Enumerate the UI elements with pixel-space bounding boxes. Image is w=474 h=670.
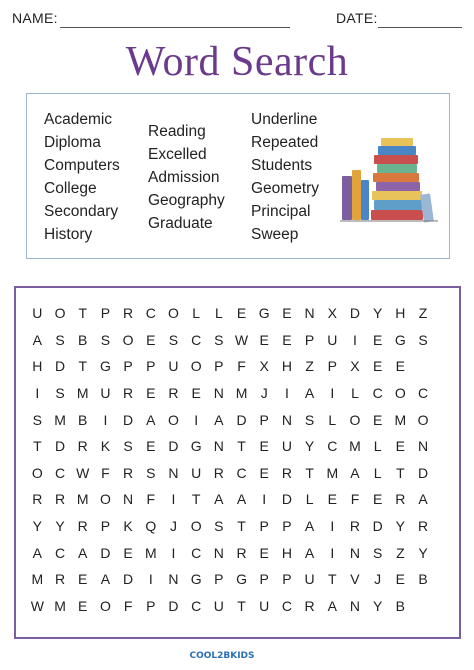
grid-letter[interactable]: Y	[418, 544, 428, 561]
grid-letter[interactable]: O	[349, 411, 361, 428]
word-item: Sweep	[251, 226, 299, 243]
grid-letter[interactable]: R	[281, 464, 292, 481]
grid-letter[interactable]: P	[327, 358, 337, 375]
grid-letter[interactable]: U	[304, 571, 315, 588]
grid-row	[26, 486, 434, 513]
grid-letter[interactable]: A	[32, 544, 43, 561]
word-item: Excelled	[148, 146, 207, 163]
grid-letter[interactable]: E	[395, 438, 406, 455]
grid-letter[interactable]: I	[35, 385, 40, 402]
grid-letter[interactable]: N	[213, 385, 224, 402]
grid-letter[interactable]: R	[54, 571, 66, 588]
grid-row	[26, 327, 434, 354]
grid-letter[interactable]: E	[259, 544, 269, 561]
grid-letter[interactable]: Z	[418, 305, 428, 322]
grid-letter[interactable]: N	[213, 438, 224, 455]
grid-letter[interactable]: E	[372, 331, 383, 348]
grid-letter[interactable]: A	[327, 597, 337, 614]
grid-letter[interactable]: E	[372, 411, 383, 428]
grid-letter[interactable]: W	[30, 597, 44, 614]
grid-letter[interactable]: R	[236, 544, 247, 561]
grid-row	[26, 539, 434, 566]
grid-letter[interactable]: N	[349, 597, 361, 614]
grid-letter[interactable]: M	[31, 571, 44, 588]
grid-letter[interactable]: G	[258, 305, 270, 322]
grid-letter[interactable]: L	[373, 438, 382, 455]
grid-letter[interactable]: F	[350, 491, 360, 508]
word-item: Students	[251, 157, 313, 174]
grid-letter[interactable]: S	[304, 411, 315, 428]
grid-letter[interactable]: U	[327, 331, 338, 348]
stack-of-books-icon	[338, 136, 442, 226]
grid-row	[26, 300, 434, 327]
grid-letter[interactable]: T	[396, 464, 405, 481]
grid-letter[interactable]: P	[282, 571, 292, 588]
grid-row	[26, 406, 434, 433]
grid-letter[interactable]: R	[349, 518, 361, 535]
grid-letter[interactable]: C	[327, 438, 338, 455]
grid-row	[26, 566, 434, 593]
word-item: History	[44, 226, 93, 243]
word-item: Principal	[251, 203, 311, 220]
word-item: Computers	[44, 157, 120, 174]
grid-letter[interactable]: G	[190, 571, 202, 588]
grid-letter[interactable]: T	[191, 491, 201, 508]
grid-letter[interactable]: G	[236, 571, 247, 588]
grid-letter[interactable]: A	[32, 331, 43, 348]
grid-letter[interactable]: E	[259, 331, 269, 348]
grid-letter[interactable]: O	[417, 411, 429, 428]
grid-letter[interactable]: C	[54, 544, 66, 561]
grid-letter[interactable]: P	[123, 358, 133, 375]
grid-letter[interactable]: E	[395, 571, 406, 588]
grid-letter[interactable]: R	[417, 518, 429, 535]
grid-letter[interactable]: O	[99, 491, 111, 508]
grid-row	[26, 513, 434, 540]
grid-letter[interactable]: E	[259, 464, 269, 481]
grid-letter[interactable]: L	[373, 464, 382, 481]
word-item: Secondary	[44, 203, 119, 220]
grid-letter[interactable]: M	[394, 411, 407, 428]
grid-letter[interactable]: B	[395, 597, 406, 614]
grid-letter[interactable]: A	[304, 544, 315, 561]
grid-letter[interactable]: E	[327, 491, 337, 508]
grid-letter[interactable]: T	[305, 464, 314, 481]
grid-letter[interactable]: E	[282, 331, 292, 348]
grid-letter[interactable]: O	[54, 305, 66, 322]
grid-letter[interactable]: E	[78, 597, 88, 614]
grid-letter[interactable]: O	[99, 597, 111, 614]
grid-letter[interactable]: Y	[395, 518, 406, 535]
grid-letter[interactable]: H	[32, 358, 43, 375]
grid-letter[interactable]: L	[305, 491, 314, 508]
grid-letter[interactable]: R	[77, 518, 88, 535]
grid-letter[interactable]: S	[372, 544, 383, 561]
grid-letter[interactable]: P	[282, 518, 292, 535]
page-title: Word Search	[125, 39, 349, 85]
grid-letter[interactable]: D	[168, 438, 179, 455]
grid-row	[26, 593, 434, 620]
grid-letter[interactable]: P	[100, 518, 111, 535]
grid-letter[interactable]: X	[350, 358, 360, 375]
grid-letter[interactable]: C	[417, 385, 429, 402]
grid-letter[interactable]: D	[236, 411, 247, 428]
grid-letter[interactable]: P	[100, 305, 111, 322]
grid-letter[interactable]: T	[328, 571, 337, 588]
grid-letter[interactable]: S	[418, 331, 428, 348]
grid-letter[interactable]: A	[236, 491, 247, 508]
grid-letter[interactable]: M	[54, 411, 66, 428]
grid-letter[interactable]: P	[214, 358, 224, 375]
grid-letter[interactable]: D	[123, 411, 134, 428]
grid-letter[interactable]: L	[328, 411, 337, 428]
grid-letter[interactable]: A	[304, 518, 315, 535]
grid-letter[interactable]: N	[281, 411, 292, 428]
grid-letter[interactable]: H	[281, 358, 292, 375]
grid-letter[interactable]: M	[144, 544, 157, 561]
grid-letter[interactable]: R	[77, 438, 88, 455]
grid-letter[interactable]: I	[353, 331, 357, 348]
grid-letter[interactable]: H	[395, 305, 406, 322]
grid-letter[interactable]: Y	[55, 518, 65, 535]
grid-letter[interactable]: A	[214, 411, 224, 428]
grid-letter[interactable]: I	[330, 518, 335, 535]
grid-letter[interactable]: O	[31, 464, 43, 481]
grid-letter[interactable]: O	[190, 518, 202, 535]
grid-row	[26, 433, 434, 460]
grid-letter[interactable]: S	[32, 411, 43, 428]
grid-row	[26, 460, 434, 487]
grid-letter[interactable]: H	[281, 544, 292, 561]
header-row	[0, 10, 474, 34]
grid-letter[interactable]: M	[54, 597, 66, 614]
grid-letter[interactable]: A	[304, 385, 315, 402]
grid-letter[interactable]: M	[76, 385, 89, 402]
grid-letter[interactable]: L	[192, 305, 201, 322]
grid-letter[interactable]: I	[194, 411, 199, 428]
word-list-column-3	[251, 108, 319, 246]
grid-letter[interactable]: C	[191, 597, 202, 614]
grid-row	[26, 380, 434, 407]
grid-letter[interactable]: O	[168, 411, 179, 428]
grid-letter[interactable]: Y	[32, 518, 43, 535]
grid-letter[interactable]: U	[259, 597, 270, 614]
grid-letter[interactable]: J	[260, 385, 268, 402]
grid-letter[interactable]: A	[146, 411, 156, 428]
grid-letter[interactable]: O	[168, 305, 179, 322]
grid-letter[interactable]: S	[100, 331, 111, 348]
grid-letter[interactable]: R	[123, 305, 134, 322]
grid-letter[interactable]: T	[78, 358, 87, 375]
grid-letter[interactable]: E	[146, 331, 156, 348]
grid-letter[interactable]: D	[54, 438, 66, 455]
date-line	[378, 27, 462, 28]
grid-letter[interactable]: K	[123, 518, 133, 535]
grid-letter[interactable]: I	[262, 491, 267, 508]
grid-letter[interactable]: C	[145, 305, 156, 322]
grid-letter[interactable]: U	[191, 464, 202, 481]
grid-letter[interactable]: P	[304, 331, 315, 348]
grid-letter[interactable]: N	[417, 438, 429, 455]
grid-letter[interactable]: M	[235, 385, 248, 402]
grid-letter[interactable]: B	[78, 411, 88, 428]
grid-letter[interactable]: R	[213, 464, 224, 481]
grid-letter[interactable]: T	[78, 305, 87, 322]
date-label: DATE:	[336, 10, 378, 26]
grid-letter[interactable]: Z	[396, 544, 405, 561]
grid-letter[interactable]: E	[146, 385, 156, 402]
word-item: Academic	[44, 111, 113, 128]
grid-letter[interactable]: C	[236, 464, 247, 481]
grid-letter[interactable]: O	[122, 331, 134, 348]
grid-letter[interactable]: T	[33, 438, 42, 455]
grid-letter[interactable]: I	[171, 544, 176, 561]
grid-letter[interactable]: K	[100, 438, 111, 455]
grid-letter[interactable]: B	[418, 571, 428, 588]
grid-letter[interactable]: E	[78, 571, 88, 588]
grid-letter[interactable]: P	[146, 358, 156, 375]
grid-letter[interactable]: C	[372, 385, 383, 402]
grid-letter[interactable]: E	[123, 544, 133, 561]
grid-letter[interactable]: S	[146, 464, 156, 481]
grid-letter[interactable]: Y	[304, 438, 315, 455]
grid-letter[interactable]: G	[394, 331, 406, 348]
grid-letter[interactable]: S	[55, 385, 65, 402]
grid-letter[interactable]: Y	[372, 597, 383, 614]
grid-letter[interactable]: S	[123, 438, 133, 455]
grid-letter[interactable]: W	[234, 331, 249, 348]
grid-letter[interactable]: A	[350, 464, 360, 481]
grid-letter[interactable]: R	[123, 464, 134, 481]
grid-letter[interactable]: F	[146, 491, 156, 508]
grid-letter[interactable]: X	[259, 358, 269, 375]
grid-letter[interactable]: P	[146, 597, 156, 614]
grid-letter[interactable]: C	[281, 597, 292, 614]
word-item: College	[44, 180, 97, 197]
grid-letter[interactable]: R	[54, 491, 66, 508]
grid-letter[interactable]: E	[146, 438, 156, 455]
name-label: NAME:	[12, 10, 58, 26]
word-item: Graduate	[148, 215, 213, 232]
grid-letter[interactable]: I	[284, 385, 289, 402]
grid-letter[interactable]: S	[168, 331, 179, 348]
word-item: Admission	[148, 169, 220, 186]
grid-letter[interactable]: Y	[372, 305, 383, 322]
grid-letter[interactable]: N	[168, 464, 179, 481]
grid-letter[interactable]: U	[213, 597, 224, 614]
grid-letter[interactable]: A	[100, 571, 111, 588]
grid-letter[interactable]: T	[237, 597, 246, 614]
grid-letter[interactable]: I	[103, 411, 108, 428]
grid-letter[interactable]: M	[349, 438, 361, 455]
grid-letter[interactable]: P	[259, 518, 269, 535]
grid-letter[interactable]: D	[417, 464, 429, 481]
grid-row	[26, 353, 434, 380]
grid-letter[interactable]: G	[190, 438, 202, 455]
brand-logo: COOL2BKIDS	[189, 651, 255, 661]
grid-letter[interactable]: A	[418, 491, 428, 508]
grid-letter[interactable]: D	[281, 491, 292, 508]
grid-letter[interactable]: F	[101, 464, 110, 481]
word-item: Geography	[148, 192, 225, 209]
grid-letter[interactable]: M	[76, 491, 89, 508]
grid-letter[interactable]: N	[349, 544, 361, 561]
grid-letter[interactable]: D	[349, 305, 361, 322]
word-list-column-1	[44, 108, 120, 246]
grid-letter[interactable]: U	[32, 305, 43, 322]
grid-letter[interactable]: O	[190, 358, 202, 375]
grid-letter[interactable]: C	[191, 331, 202, 348]
word-item: Repeated	[251, 134, 319, 151]
grid-letter[interactable]: D	[123, 571, 134, 588]
letter-grid-box	[14, 286, 461, 639]
grid-letter[interactable]: U	[168, 358, 179, 375]
grid-letter[interactable]: S	[214, 518, 224, 535]
word-list-column-2	[148, 120, 225, 235]
grid-letter[interactable]: M	[326, 464, 339, 481]
grid-letter[interactable]: N	[213, 544, 224, 561]
grid-letter[interactable]: W	[76, 464, 90, 481]
grid-letter[interactable]: G	[99, 358, 111, 375]
grid-letter[interactable]: A	[214, 491, 224, 508]
grid-letter[interactable]: V	[350, 571, 360, 588]
name-line	[60, 27, 290, 28]
grid-letter[interactable]: S	[55, 331, 65, 348]
grid-letter[interactable]: D	[100, 544, 111, 561]
grid-letter[interactable]: R	[304, 597, 315, 614]
grid-letter[interactable]: E	[372, 491, 383, 508]
grid-letter[interactable]: J	[374, 571, 382, 588]
grid-letter[interactable]: P	[214, 571, 224, 588]
grid-letter[interactable]: F	[237, 358, 246, 375]
grid-letter[interactable]: P	[259, 571, 269, 588]
grid-letter[interactable]: N	[304, 305, 315, 322]
grid-letter[interactable]: U	[281, 438, 292, 455]
grid-letter[interactable]: R	[123, 385, 134, 402]
grid-letter[interactable]: I	[330, 385, 335, 402]
grid-letter[interactable]: E	[236, 305, 247, 322]
grid-letter[interactable]: C	[191, 544, 202, 561]
letter-grid	[26, 300, 434, 619]
word-item: Geometry	[251, 180, 320, 197]
grid-letter[interactable]: Z	[305, 358, 314, 375]
grid-letter[interactable]: R	[168, 385, 179, 402]
grid-letter[interactable]: E	[282, 305, 292, 322]
grid-letter[interactable]: D	[54, 358, 66, 375]
grid-letter[interactable]: E	[395, 358, 406, 375]
grid-letter[interactable]: L	[351, 385, 359, 402]
grid-letter[interactable]: J	[169, 518, 177, 535]
grid-letter[interactable]: T	[237, 438, 246, 455]
grid-letter[interactable]: C	[54, 464, 66, 481]
grid-letter[interactable]: D	[168, 597, 179, 614]
grid-letter[interactable]: E	[259, 438, 269, 455]
grid-letter[interactable]: R	[32, 491, 43, 508]
grid-letter[interactable]: D	[372, 518, 383, 535]
grid-letter[interactable]: R	[395, 491, 406, 508]
word-item: Underline	[251, 111, 318, 128]
grid-letter[interactable]: E	[372, 358, 383, 375]
grid-letter[interactable]: B	[78, 331, 88, 348]
grid-letter[interactable]: U	[100, 385, 111, 402]
grid-letter[interactable]: N	[168, 571, 179, 588]
grid-letter[interactable]: P	[259, 411, 269, 428]
grid-letter[interactable]: F	[123, 597, 133, 614]
grid-letter[interactable]: N	[123, 491, 134, 508]
grid-letter[interactable]: I	[148, 571, 153, 588]
grid-letter[interactable]: I	[171, 491, 176, 508]
word-item: Reading	[148, 123, 206, 140]
word-item: Diploma	[44, 134, 101, 151]
grid-letter[interactable]: E	[191, 385, 201, 402]
grid-letter[interactable]: T	[237, 518, 246, 535]
grid-letter[interactable]: X	[327, 305, 337, 322]
grid-letter[interactable]: O	[394, 385, 406, 402]
grid-letter[interactable]: I	[330, 544, 335, 561]
grid-letter[interactable]: L	[214, 305, 223, 322]
grid-letter[interactable]: S	[214, 331, 224, 348]
grid-letter[interactable]: A	[78, 544, 88, 561]
grid-letter[interactable]: Q	[145, 518, 157, 535]
